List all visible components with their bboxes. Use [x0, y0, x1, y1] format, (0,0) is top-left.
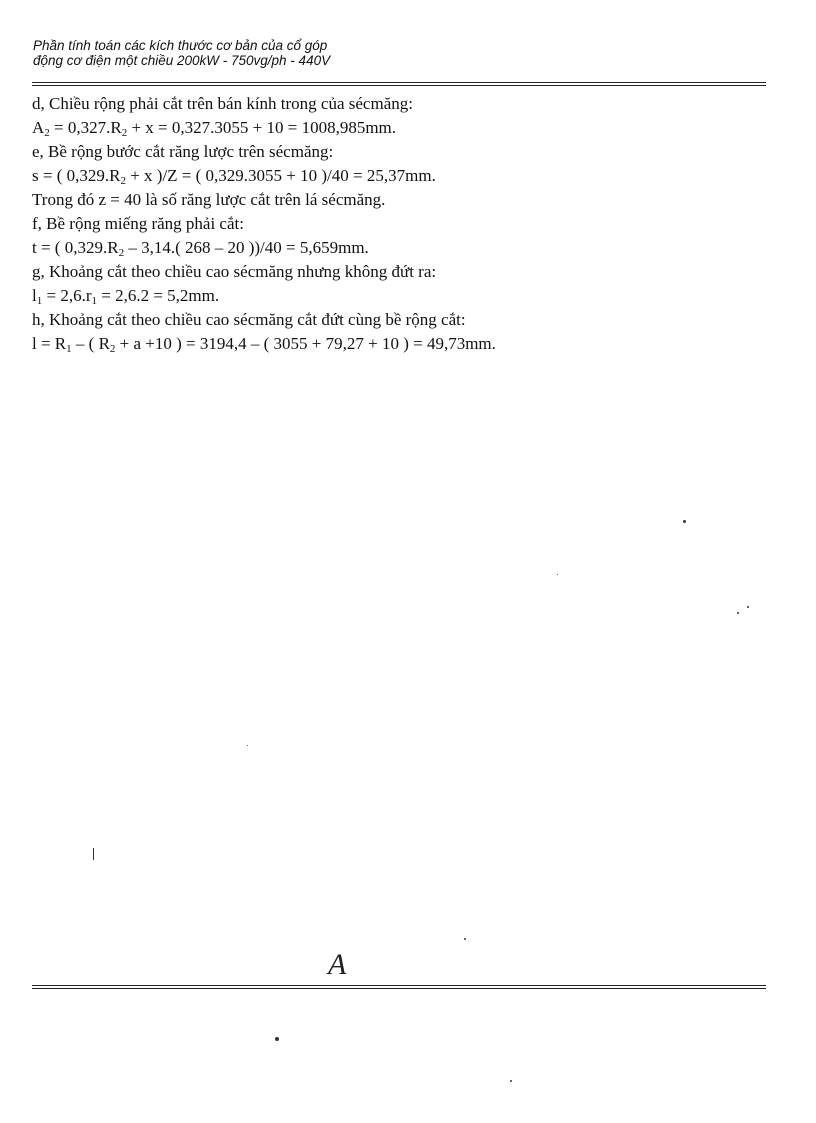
- section-g-equation: [32, 284, 792, 308]
- scan-speck: [464, 938, 466, 940]
- eq-part: – ( R: [71, 334, 110, 353]
- eq-part: = 0,327.R: [49, 118, 122, 137]
- header-line-1: Phần tính toán các kích thước cơ bản của cổ góp: [33, 38, 328, 53]
- section-f-title: f, Bề rộng miếng răng phải cắt:: [32, 214, 244, 233]
- footer-rule: [32, 985, 766, 989]
- eq-subscript: 2: [44, 127, 50, 139]
- section-e-note: Trong đó z = 40 là số răng lược cắt trên lá sécmăng.: [32, 190, 386, 209]
- document-body: [32, 92, 792, 356]
- section-h-equation: [32, 332, 792, 356]
- section-d-title: d, Chiều rộng phải cắt trên bán kính trong của sécmăng:: [32, 94, 413, 113]
- scan-speck: [510, 1080, 512, 1082]
- header-line-2: động cơ điện một chiều 200kW - 750vg/ph - 440V: [33, 53, 331, 68]
- section-d-equation: [32, 116, 792, 140]
- eq-part: = 2,6.2 = 5,2mm.: [96, 286, 220, 305]
- scan-speck: [557, 574, 558, 575]
- eq-part: t = ( 0,329.R: [32, 238, 119, 257]
- eq-part: l = R: [32, 334, 67, 353]
- eq-subscript: 1: [36, 295, 43, 307]
- scan-speck: [247, 745, 248, 746]
- section-f-equation: [32, 236, 792, 260]
- section-e-title: e, Bề rộng bước cắt răng lược trên sécmăng:: [32, 142, 334, 161]
- eq-subscript: 2: [118, 247, 125, 259]
- eq-subscript: 1: [66, 343, 72, 355]
- eq-part: + x )/Z = ( 0,329.3055 + 10 )/40 = 25,37mm.: [125, 166, 436, 185]
- eq-part: = 2,6.r: [42, 286, 92, 305]
- page-header: [33, 38, 773, 68]
- eq-part: l: [32, 286, 37, 305]
- section-e-equation: [32, 164, 792, 188]
- scan-speck: [747, 606, 749, 608]
- header-rule: [32, 82, 766, 86]
- section-g-title: g, Khoảng cắt theo chiều cao sécmăng nhưng không đứt ra:: [32, 262, 437, 281]
- section-h-title: h, Khoảng cắt theo chiều cao sécmăng cắt đứt cùng bề rộng cắt:: [32, 310, 466, 329]
- scan-speck: [275, 1037, 279, 1041]
- handwritten-mark: A: [328, 948, 347, 981]
- eq-part: + a +10 ) = 3194,4 – ( 3055 + 79,27 + 10 ) = 49,73mm.: [115, 334, 496, 353]
- scan-speck: [737, 612, 739, 614]
- eq-subscript: 2: [121, 127, 128, 139]
- eq-part: – 3,14.( 268 – 20 ))/40 = 5,659mm.: [124, 238, 369, 257]
- eq-subscript: 2: [120, 175, 126, 187]
- eq-part: A: [32, 118, 45, 137]
- eq-part: + x = 0,327.3055 + 10 = 1008,985mm.: [127, 118, 397, 137]
- scan-speck: [683, 520, 686, 523]
- eq-subscript: 1: [91, 295, 97, 307]
- eq-subscript: 2: [109, 343, 116, 355]
- scan-speck: [93, 848, 94, 860]
- eq-part: s = ( 0,329.R: [32, 166, 121, 185]
